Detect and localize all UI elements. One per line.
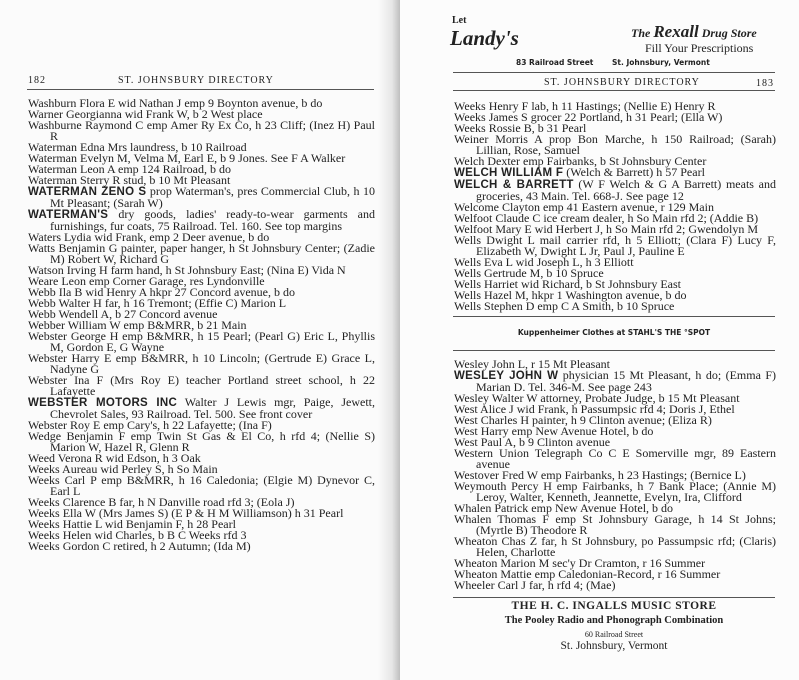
entry-text: West Charles H painter, h 9 Clinton avenue; (Eliza R) — [454, 413, 712, 427]
entry-text: Wells Stephen D emp C A Smith, b 10 Spruce — [454, 299, 675, 313]
entry-name: WATERMAN ZENO S — [28, 186, 147, 198]
footer-rule — [453, 597, 775, 598]
directory-entry — [28, 120, 375, 142]
directory-entry — [454, 235, 776, 257]
entry-text: Webb Walter H far, h 16 Tremont; (Effie C) Marion L — [28, 296, 287, 310]
entry-text: physician 15 Mt Pleasant, h do; (Emma F) Marian D. Tel. 346-M. See page 243 — [476, 368, 776, 394]
entry-text: Wheaton Marion M sec'y Dr Cramton, r 16 Summer — [454, 556, 706, 570]
entry-text: Waterman Edna Mrs laundress, b 10 Railroad — [28, 140, 247, 154]
directory-entry — [28, 186, 375, 209]
running-head: ST. JOHNSBURY DIRECTORY — [544, 77, 700, 88]
ad-the: The — [631, 26, 651, 40]
entry-text: Weeks Ella W (Mrs James S) (E P & H M Williamson) h 31 Pearl — [28, 506, 344, 520]
header-rule — [27, 89, 374, 90]
ad-tagline: Fill Your Prescriptions — [645, 41, 754, 55]
directory-entry — [28, 375, 375, 397]
entry-text: Washburn Flora E wid Nathan J emp 9 Boynton avenue, b do — [28, 96, 323, 110]
directory-entry — [454, 514, 776, 536]
ad-drug-store: Drug Store — [701, 26, 757, 40]
directory-entry — [454, 448, 776, 470]
entry-text: Weeks Carl P emp B&MRR, h 16 Caledonia; (Elgie M) Dynevor C, Earl L — [28, 473, 375, 498]
entry-text: Weeks James S grocer 22 Portland, h 31 Pearl; (Ella W) — [454, 110, 723, 124]
directory-entry — [454, 536, 776, 558]
ad-line-3: 60 Railroad Street — [584, 630, 644, 639]
directory-entries-left — [28, 98, 375, 552]
entry-name: WELCH & BARRETT — [454, 179, 574, 191]
entry-text: West Harry emp New Avenue Hotel, b do — [454, 424, 654, 438]
ad-line-1: THE H. C. INGALLS MUSIC STORE — [511, 600, 717, 612]
entry-name: WEBSTER MOTORS INC — [28, 397, 178, 409]
entry-text: (W F Welch & G A Barrett) meats and groceries, 43 Main. Tel. 668-J. See page 12 — [476, 177, 776, 203]
entry-text: Wells Dwight L mail carrier rfd, h 5 Elliott; (Clara F) Lucy F, Elizabeth W, Dwight L Jr, Paul J, Pauline E — [454, 233, 776, 258]
entry-text: Western Union Telegraph Co C E Somerville mgr, 89 Eastern avenue — [454, 446, 776, 471]
entry-text: West Paul A, b 9 Clinton avenue — [454, 435, 611, 449]
entry-text: Wells Hazel M, hkpr 1 Washington avenue, b do — [454, 288, 687, 302]
entry-text: Webb Ila B wid Henry A hkpr 27 Concord avenue, b do — [28, 285, 295, 299]
directory-entry — [454, 580, 776, 591]
entry-text: Weiner Morris A prop Bon Marche, h 150 Railroad; (Sarah) Lillian, Rose, Samuel — [454, 132, 776, 157]
entry-text: (Welch & Barrett) h 57 Pearl — [563, 165, 705, 179]
entry-text: Warner Georgianna wid Frank W, b 2 West place — [28, 107, 263, 121]
entry-text: Welcome Clayton emp 41 Eastern avenue, r 129 Main — [454, 200, 714, 214]
entry-text: Watts Benjamin G painter, paper hanger, h St Johnsbury Center; (Zadie M) Robert W, Richard G — [28, 241, 375, 266]
ad-let: Let — [452, 15, 467, 26]
page-number: 182 — [28, 75, 46, 86]
ad-line-2: The Pooley Radio and Phonograph Combination — [504, 615, 724, 626]
entry-text: Wheaton Chas Z far, h St Johnsbury, po Passumpsic rfd; (Claris) Helen, Charlotte — [454, 534, 776, 559]
entry-text: Webster Roy E emp Cary's, h 22 Lafayette; (Ina F) — [28, 418, 272, 432]
running-head: ST. JOHNSBURY DIRECTORY — [118, 75, 274, 86]
directory-entry — [28, 431, 375, 453]
entry-text: Walter J Lewis mgr, Paige, Jewett, Chevrolet Sales, 93 Railroad. Tel. 500. See front cover — [50, 395, 375, 421]
header-rule-bottom — [453, 90, 775, 91]
entry-text: Wedge Benjamin F emp Twin St Gas & El Co, h rfd 4; (Nellie S) Marion W, Hazel R, Glenn R — [28, 429, 375, 454]
entry-text: Wells Harriet wid Richard, b St Johnsbury East — [454, 277, 681, 291]
page-number: 183 — [756, 78, 774, 89]
entry-text: Waters Lydia wid Frank, emp 2 Deer avenue, b do — [28, 230, 270, 244]
entry-text: Weeks Rossie B, b 31 Pearl — [454, 121, 587, 135]
entry-text: West Alice J wid Frank, h Passumpsic rfd 4; Doris J, Ethel — [454, 402, 735, 416]
entry-text: Webster Ina F (Mrs Roy E) teacher Portland street school, h 22 Lafayette — [28, 373, 375, 398]
entry-text: Welfoot Claude C ice cream dealer, h So Main rfd 2; (Addie B) — [454, 211, 759, 225]
entry-text: dry goods, ladies' ready-to-wear garments and furnishings, fur coats, 75 Railroad. Tel. 160. See top margins — [50, 207, 375, 233]
entry-text: Webster Harry E emp B&MRR, h 10 Lincoln; (Gertrude E) Grace L, Nadyne G — [28, 351, 375, 376]
entry-text: Washburne Raymond C emp Amer Ry Ex Co, h 23 Cliff; (Inez H) Paul R — [28, 118, 375, 143]
entry-text: Whalen Thomas F emp St Johnsbury Garage, h 14 St Johns; (Myrtle B) Theodore R — [454, 512, 776, 537]
directory-entry — [454, 134, 776, 156]
directory-entry — [454, 301, 776, 312]
entry-text: Wells Gertrude M, b 10 Spruce — [454, 266, 604, 280]
entry-text: Watson Irving H farm hand, h St Johnsbury East; (Nina E) Vida N — [28, 263, 346, 277]
entry-text: Welch Dexter emp Fairbanks, b St Johnsbury Center — [454, 154, 707, 168]
entry-name: WELCH WILLIAM F — [454, 167, 564, 179]
entry-text: Weeks Hattie L wid Benjamin F, h 28 Pearl — [28, 517, 236, 531]
entry-text: Weare Leon emp Corner Garage, res Lyndonville — [28, 274, 265, 288]
entry-text: Waterman Sterry R stud, b 10 Mt Pleasant — [28, 173, 231, 187]
directory-entry — [28, 541, 375, 552]
stahls-ad: Kuppenheimer Clothes at STAHL'S THE °SPOT — [517, 328, 711, 337]
directory-entries-right-bottom — [454, 359, 776, 591]
right-page — [400, 0, 799, 680]
ad-rule-bottom — [453, 350, 775, 351]
directory-entry — [28, 243, 375, 265]
directory-entry — [28, 397, 375, 420]
entry-name: WESLEY JOHN W — [454, 370, 559, 382]
entry-text: Weeks Aureau wid Perley S, h So Main — [28, 462, 218, 476]
landys-logo: Landy's — [450, 26, 519, 50]
entry-text: Waterman Evelyn M, Velma M, Earl E, b 9 Jones. See F A Walker — [28, 151, 346, 165]
entry-text: Wells Eva L wid Joseph L, h 3 Elliott — [454, 255, 634, 269]
entry-text: Webber William W emp B&MRR, b 21 Main — [28, 318, 247, 332]
entry-text: Weed Verona R wid Edson, h 3 Oak — [28, 451, 201, 465]
directory-entry — [454, 179, 776, 202]
entry-text: Wheaton Mattie emp Caledonian-Record, r 16 Summer — [454, 567, 721, 581]
directory-entry — [454, 481, 776, 503]
entry-text: Weeks Henry F lab, h 11 Hastings; (Nellie E) Henry R — [454, 99, 716, 113]
entry-text: Westover Fred W emp Fairbanks, h 23 Hastings; (Bernice L) — [454, 468, 746, 482]
ad-address: 83 Railroad Street — [516, 58, 594, 67]
entry-text: Waterman Leon A emp 124 Railroad, b do — [28, 162, 231, 176]
directory-entry — [454, 370, 776, 393]
directory-entries-right-top — [454, 101, 776, 312]
entry-text: Weeks Helen wid Charles, b B C Weeks rfd 3 — [28, 528, 247, 542]
entry-text: Whalen Patrick emp New Avenue Hotel, b do — [454, 501, 674, 515]
directory-entry — [28, 209, 375, 232]
entry-text: Wesley Walter W attorney, Probate Judge, b 15 Mt Pleasant — [454, 391, 740, 405]
entry-name: WATERMAN'S — [28, 209, 109, 221]
entry-text: Weeks Clarence B far, h N Danville road rfd 3; (Eola J) — [28, 495, 295, 509]
entry-text: Webb Wendell A, b 27 Concord avenue — [28, 307, 218, 321]
entry-text: Weymouth Percy H emp Fairbanks, h 7 Bank Place; (Annie M) Leroy, Walter, Kenneth, Jeannette, Evelyn, Ira, Clifford — [454, 479, 776, 504]
ad-rule-top — [453, 316, 775, 317]
rexall-logo: Rexall — [653, 22, 699, 41]
directory-entry — [28, 353, 375, 375]
entry-text: prop Waterman's, pres Commercial Club, h 10 Mt Pleasant; (Sarah W) — [50, 184, 375, 210]
directory-entry — [28, 475, 375, 497]
entry-text: Webster George H emp B&MRR, h 15 Pearl; (Pearl G) Eric L, Phyllis M, Gordon E, G Wayne — [28, 329, 375, 354]
entry-text: Wheeler Carl J far, h rfd 4; (Mae) — [454, 578, 616, 592]
header-rule-top — [453, 72, 775, 73]
ad-city: St. Johnsbury, Vermont — [612, 58, 710, 67]
ad-line-4: St. Johnsbury, Vermont — [560, 640, 668, 652]
entry-text: Weeks Gordon C retired, h 2 Autumn; (Ida M) — [28, 539, 251, 553]
directory-entry — [28, 331, 375, 353]
entry-text: Wesley John L, r 15 Mt Pleasant — [454, 357, 611, 371]
entry-text: Welfoot Mary E wid Herbert J, h So Main rfd 2; Gwendolyn M — [454, 222, 758, 236]
